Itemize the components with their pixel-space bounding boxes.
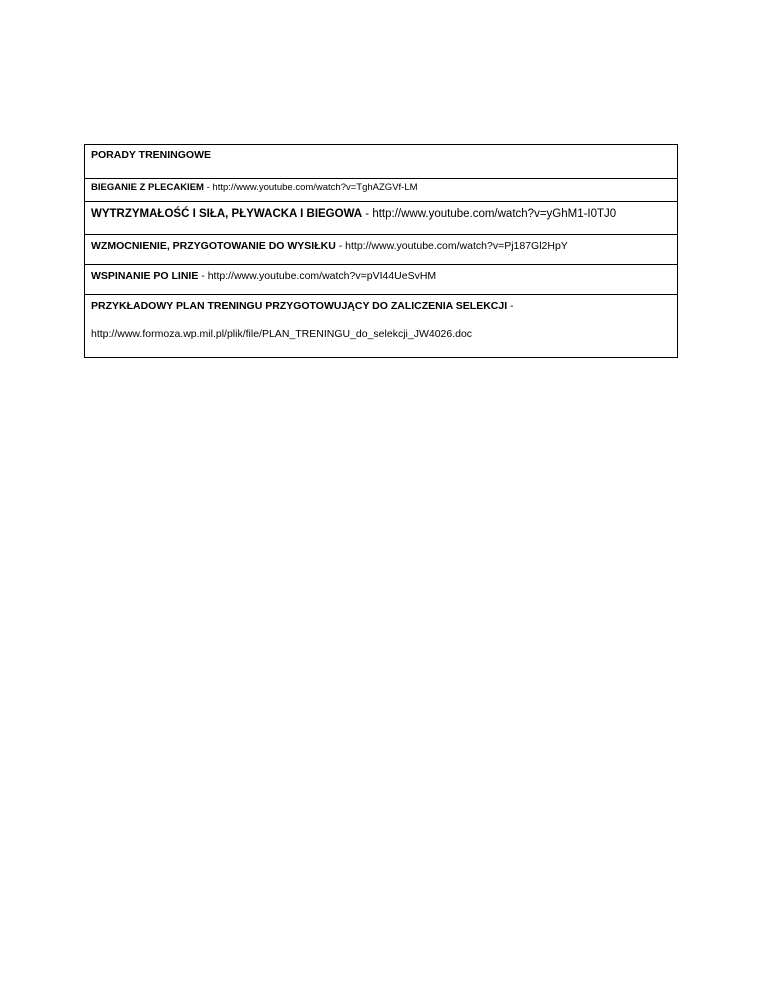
video-link[interactable]: http://www.youtube.com/watch?v=TghAZGVf-LM	[212, 182, 418, 193]
training-tips-table	[84, 144, 678, 358]
video-link[interactable]: http://www.youtube.com/watch?v=pVI44UeSvHM	[207, 270, 437, 282]
row-label: PRZYKŁADOWY PLAN TRENINGU PRZYGOTOWUJĄCY DO ZALICZENIA SELEKCJI	[91, 300, 508, 312]
row-separator: -	[362, 208, 373, 220]
table-row	[85, 179, 678, 202]
row-label: WYTRZYMAŁOŚĆ I SIŁA, PŁYWACKA I BIEGOWA	[91, 208, 363, 220]
row-separator: -	[203, 182, 213, 193]
table-row	[85, 235, 678, 265]
table-header-row	[85, 145, 678, 179]
table-row	[85, 295, 678, 358]
video-link[interactable]: http://www.youtube.com/watch?v=yGhM1-I0TJ0	[372, 208, 617, 220]
table-title: PORADY TRENINGOWE	[91, 149, 211, 161]
document-link[interactable]: http://www.formoza.wp.mil.pl/plik/file/PLAN_TRENINGU_do_selekcji_JW4026.doc	[91, 328, 473, 340]
table-row	[85, 265, 678, 295]
row-label: WZMOCNIENIE, PRZYGOTOWANIE DO WYSIŁKU	[91, 240, 336, 252]
row-separator: -	[507, 300, 514, 312]
video-link[interactable]: http://www.youtube.com/watch?v=Pj187Gl2HpY	[345, 240, 568, 252]
row-separator: -	[198, 270, 208, 282]
row-label: BIEGANIE Z PLECAKIEM	[91, 182, 204, 193]
row-label: WSPINANIE PO LINIE	[91, 270, 199, 282]
table-row	[85, 202, 678, 235]
row-separator: -	[335, 240, 346, 252]
